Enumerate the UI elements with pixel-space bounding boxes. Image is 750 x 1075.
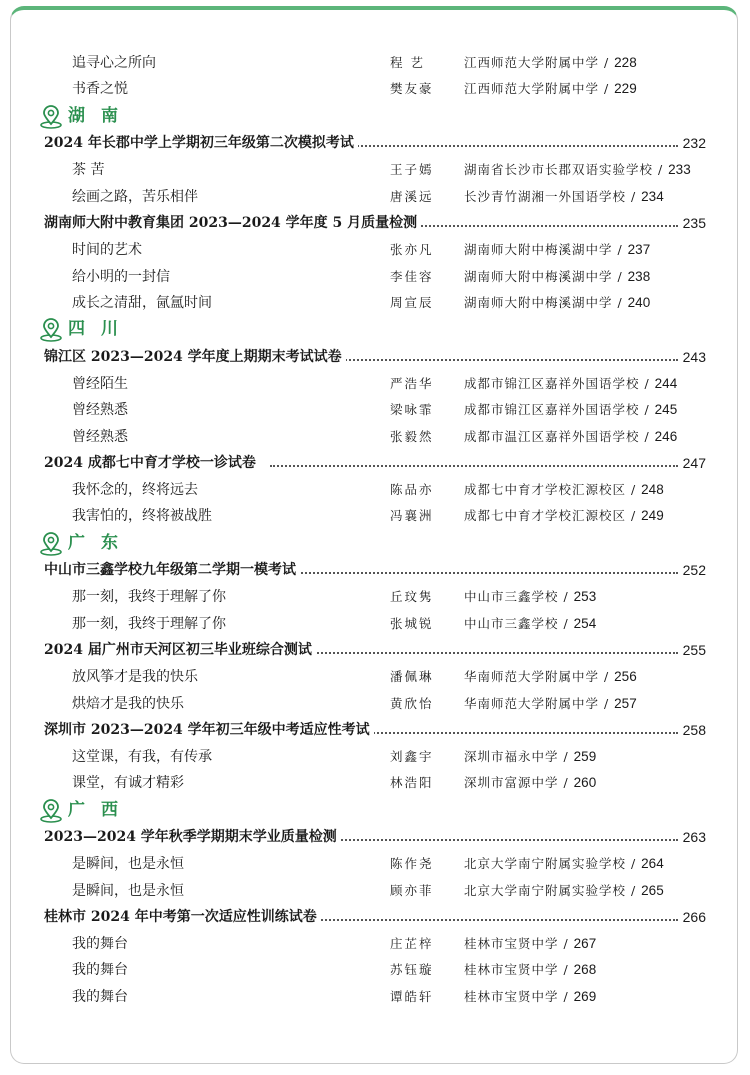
school-label: 江西师范大学附属中学 / [464,55,615,70]
essay-title: 那一刻，我终于理解了你 [72,589,226,606]
page-number: 245 [654,402,678,418]
essay-title: 放风筝才是我的快乐 [72,669,198,686]
location-pin-icon [38,799,64,823]
author-name: 冯襄洲 [390,508,434,524]
essay-entry [0,584,750,610]
school-name [464,290,650,316]
school-name [464,744,596,770]
school-label: 成都七中育才学校汇源校区 / [464,508,642,524]
exam-heading [0,637,750,663]
school-label: 北京大学南宁附属实验学校 / [464,856,642,872]
page-number: 269 [573,988,597,1004]
province-heading [0,530,750,556]
essay-title: 我的舞台 [72,936,128,952]
school-label: 中山市三鑫学校 / [464,589,574,605]
school-label: 江西师范大学附属中学 / [464,81,615,97]
school-label: 成都市锦江区嘉祥外国语学校 / [464,402,655,418]
page-number: 238 [627,268,651,284]
author-name: 顾亦菲 [390,882,434,898]
school-name [464,770,596,796]
essay-title: 课堂，有诚才精彩 [72,775,184,792]
author-name: 程 艺 [390,55,425,70]
essay-entry [0,878,750,904]
essay-entry [0,371,750,397]
province-name: 广西 [68,799,134,820]
essay-entry [0,157,750,183]
author-name: 丘玟隽 [390,589,434,605]
school-label: 湖南省长沙市长郡双语实验学校 / [464,162,669,178]
essay-entry [0,851,750,877]
essay-title: 是瞬间，也是永恒 [72,882,184,899]
page-number: 257 [614,695,637,711]
author-name: 苏钰璇 [390,962,434,978]
essay-title: 追寻心之所向 [72,55,156,71]
essay-entry [0,744,750,770]
exam-title: 2024 届广州市天河区初三毕业班综合测试 [44,637,316,663]
school-name [464,397,677,423]
page-number: 232 [679,130,706,156]
province-name: 四川 [68,319,134,340]
essay-entry [0,984,750,1010]
school-label: 华南师范大学附属中学 / [464,669,615,685]
exam-title: 中山市三鑫学校九年级第二学期一模考试 [44,557,300,583]
school-label: 桂林市宝贤中学 / [464,936,574,951]
essay-entry [0,770,750,796]
school-label: 桂林市宝贤中学 / [464,962,574,978]
school-label: 桂林市宝贤中学 / [464,988,574,1004]
school-name [464,984,596,1010]
location-pin-icon [38,105,64,129]
essay-entry [0,184,750,210]
author-name: 陈品亦 [390,482,434,497]
page-number: 258 [679,717,706,743]
page-number: 266 [679,904,706,930]
essay-title: 是瞬间，也是永恒 [72,856,184,873]
essay-title: 给小明的一封信 [72,268,170,285]
author-name: 张亦凡 [390,242,434,258]
school-name [464,611,596,637]
school-name [464,184,664,210]
author-name: 谭皓轩 [390,988,434,1004]
school-name [464,76,637,102]
province-heading [0,316,750,342]
exam-heading [0,717,750,743]
page-number: 253 [573,589,597,605]
author-name: 林浩阳 [390,775,434,791]
essay-title: 曾经陌生 [72,375,128,392]
page-number: 249 [641,508,664,524]
essay-entry [0,237,750,263]
page-number: 268 [573,962,597,978]
school-label: 长沙青竹湖湘一外国语学校 / [464,188,642,204]
school-label: 成都市温江区嘉祥外国语学校 / [464,428,655,444]
essay-title: 时间的艺术 [72,242,142,259]
exam-heading [0,904,750,930]
page-number: 260 [573,775,597,791]
exam-title: 2024 成都七中育才学校一诊试卷 [44,450,260,476]
location-pin-icon [38,532,64,556]
page-number: 243 [679,344,706,370]
school-label: 湖南师大附中梅溪湖中学 / [464,268,628,284]
page-number: 233 [668,162,691,178]
author-name: 唐溪远 [390,188,434,204]
author-name: 张城锐 [390,615,434,631]
location-pin-icon [38,318,64,342]
leader-dots [270,652,678,654]
exam-title: 深圳市 2023—2024 学年初三年级中考适应性考试 [44,717,374,743]
page-number: 265 [641,882,664,898]
essay-title: 这堂课，有我，有传承 [72,748,212,765]
school-name [464,237,650,263]
school-name [464,264,650,290]
essay-entry [0,477,750,503]
author-name: 庄芷梓 [390,936,434,951]
essay-entry [0,691,750,717]
school-name [464,851,664,877]
leader-dots [270,919,678,921]
essay-title: 绘画之路，苦乐相伴 [72,188,198,205]
province-heading [0,797,750,823]
essay-entry [0,397,750,423]
essay-entry [0,76,750,102]
school-label: 成都市锦江区嘉祥外国语学校 / [464,375,655,391]
page-number: 267 [573,936,597,951]
province-name: 广东 [68,532,134,553]
essay-title: 我害怕的，终将被战胜 [72,508,212,525]
exam-title: 锦江区 2023—2024 学年度上期期末考试试卷 [44,344,346,370]
school-name [464,957,596,983]
school-name [464,931,596,957]
essay-title: 曾经熟悉 [72,402,128,419]
exam-title: 2024 年长郡中学上学期初三年级第二次模拟考试 [44,130,358,156]
school-label: 华南师范大学附属中学 / [464,695,615,711]
essay-title: 烘焙才是我的快乐 [72,695,184,712]
school-name [464,424,677,450]
school-label: 深圳市富源中学 / [464,775,574,791]
author-name: 张毅然 [390,428,434,444]
school-label: 成都七中育才学校汇源校区 / [464,482,642,497]
page-number: 255 [679,637,706,663]
province-heading [0,103,750,129]
province-name: 湖南 [68,105,134,126]
essay-title: 曾经熟悉 [72,428,128,445]
page-number: 228 [614,55,637,70]
essay-entry [0,931,750,957]
author-name: 潘佩琳 [390,669,434,685]
page-number: 254 [573,615,597,631]
school-name [464,691,637,717]
school-label: 深圳市福永中学 / [464,748,574,764]
exam-heading [0,130,750,156]
page-number: 235 [679,210,706,236]
exam-title: 桂林市 2024 年中考第一次适应性训练试卷 [44,904,321,930]
author-name: 王子嫣 [390,162,434,178]
page-number: 246 [654,428,678,444]
school-label: 湖南师大附中梅溪湖中学 / [464,294,628,310]
author-name: 周宣辰 [390,294,434,310]
author-name: 樊友豪 [390,81,434,97]
exam-heading [0,450,750,476]
page-number: 264 [641,856,664,872]
school-name [464,584,596,610]
essay-title: 我的舞台 [72,988,128,1005]
essay-title: 成长之清甜，氤氲时间 [72,294,212,311]
school-label: 湖南师大附中梅溪湖中学 / [464,242,628,258]
leader-dots [270,572,678,574]
exam-heading [0,557,750,583]
school-name [464,157,691,183]
school-name [464,503,664,529]
page-number: 248 [641,482,664,497]
essay-entry [0,424,750,450]
essay-entry [0,664,750,690]
school-label: 中山市三鑫学校 / [464,615,574,631]
page-number: 240 [627,294,651,310]
essay-entry [0,264,750,290]
school-label: 北京大学南宁附属实验学校 / [464,882,642,898]
exam-heading [0,344,750,370]
essay-title: 我怀念的，终将远去 [72,482,198,498]
page-number: 244 [654,375,678,391]
essay-title: 我的舞台 [72,962,128,979]
author-name: 梁咏霏 [390,402,434,418]
exam-title: 2023—2024 学年秋季学期期末学业质量检测 [44,824,341,850]
page-number: 237 [627,242,651,258]
page-number: 252 [679,557,706,583]
essay-entry [0,290,750,316]
author-name: 李佳容 [390,268,434,284]
leader-dots [270,465,678,467]
page-number: 247 [679,450,706,476]
essay-entry [0,50,750,76]
essay-title: 茶 苦 [72,162,105,179]
page-number: 229 [614,81,637,97]
school-name [464,477,664,503]
exam-title: 湖南师大附中教育集团 2023—2024 学年度 5 月质量检测 [44,210,421,236]
author-name: 黄欣怡 [390,695,434,711]
essay-title: 那一刻，我终于理解了你 [72,615,226,632]
school-name [464,664,637,690]
essay-title: 书香之悦 [72,81,128,98]
author-name: 严浩华 [390,375,434,391]
school-name [464,50,637,76]
essay-entry [0,611,750,637]
page-number: 263 [679,824,706,850]
page-number: 234 [641,188,664,204]
exam-heading [0,824,750,850]
page-number: 259 [573,748,597,764]
author-name: 刘鑫宇 [390,748,434,764]
essay-entry [0,503,750,529]
essay-entry [0,957,750,983]
author-name: 陈作尧 [390,856,434,872]
school-name [464,878,664,904]
page-number: 256 [614,669,637,685]
school-name [464,371,677,397]
exam-heading [0,210,750,236]
